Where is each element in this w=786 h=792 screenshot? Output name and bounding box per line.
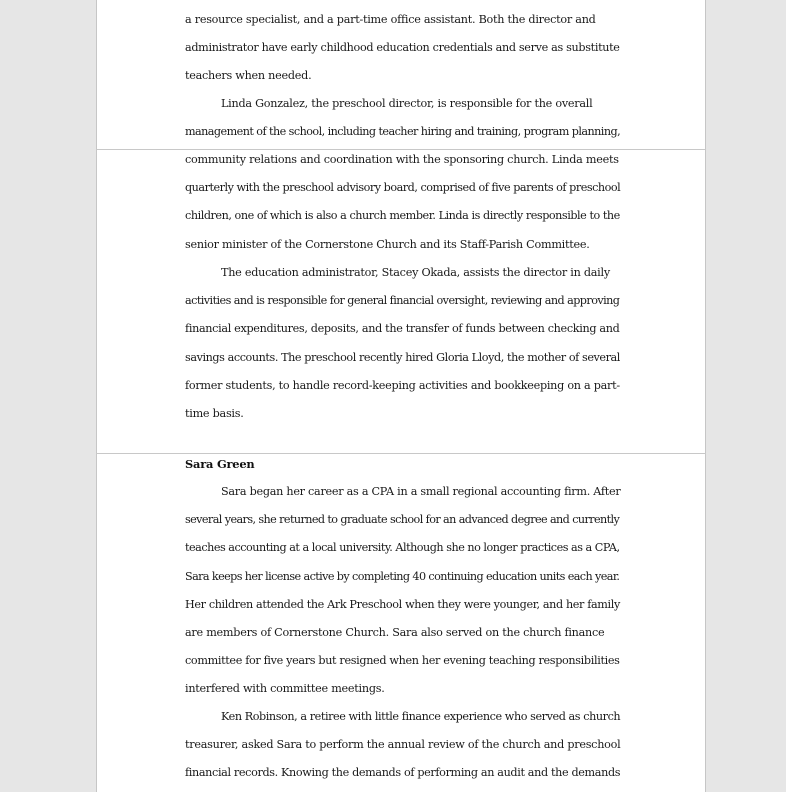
text-line: community relations and coordination with the sponsoring church. Linda meets bbox=[185, 153, 619, 166]
text-line: committee for five years but resigned when her evening teaching responsibilities bbox=[185, 654, 620, 667]
text-line: Sara began her career as a CPA in a small regional accounting firm. After bbox=[221, 485, 621, 498]
text-line: financial expenditures, deposits, and the transfer of funds between checking and bbox=[185, 322, 620, 335]
text-line: a resource specialist, and a part-time office assistant. Both the director and bbox=[185, 13, 596, 26]
text-line: management of the school, including teacher hiring and training, program planning, bbox=[185, 125, 621, 138]
text-line: time basis. bbox=[185, 407, 244, 420]
text-line: savings accounts. The preschool recently hired Gloria Lloyd, the mother of several bbox=[185, 351, 620, 364]
text-line: several years, she returned to graduate school for an advanced degree and currently bbox=[185, 513, 620, 526]
text-line: teaches accounting at a local university. Although she no longer practices as a CPA, bbox=[185, 541, 620, 554]
text-line: teachers when needed. bbox=[185, 69, 312, 82]
text-line: Sara keeps her license active by completing 40 continuing education units each year. bbox=[185, 570, 620, 583]
text-line: children, one of which is also a church member. Linda is directly responsible to the bbox=[185, 209, 620, 222]
text-line: Linda Gonzalez, the preschool director, is responsible for the overall bbox=[221, 97, 593, 110]
text-line: Ken Robinson, a retiree with little finance experience who served as church bbox=[221, 710, 621, 723]
text-line: financial records. Knowing the demands of performing an audit and the demands bbox=[185, 766, 621, 779]
page-break-line bbox=[96, 453, 706, 454]
text-line: The education administrator, Stacey Okada, assists the director in daily bbox=[221, 266, 610, 279]
text-line: senior minister of the Cornerstone Church and its Staff-Parish Committee. bbox=[185, 238, 590, 251]
text-line: activities and is responsible for general financial oversight, reviewing and approving bbox=[185, 294, 620, 307]
text-line: interfered with committee meetings. bbox=[185, 682, 385, 695]
text-line: Her children attended the Ark Preschool when they were younger, and her family bbox=[185, 598, 620, 611]
document-page bbox=[96, 0, 706, 792]
text-line: quarterly with the preschool advisory board, comprised of five parents of preschool bbox=[185, 181, 621, 194]
page-break-line bbox=[96, 149, 706, 150]
text-line: treasurer, asked Sara to perform the annual review of the church and preschool bbox=[185, 738, 621, 751]
text-line: administrator have early childhood education credentials and serve as substitute bbox=[185, 41, 620, 54]
text-line: are members of Cornerstone Church. Sara also served on the church finance bbox=[185, 626, 605, 639]
section-heading: Sara Green bbox=[185, 457, 255, 471]
text-line: former students, to handle record-keeping activities and bookkeeping on a part- bbox=[185, 379, 620, 392]
